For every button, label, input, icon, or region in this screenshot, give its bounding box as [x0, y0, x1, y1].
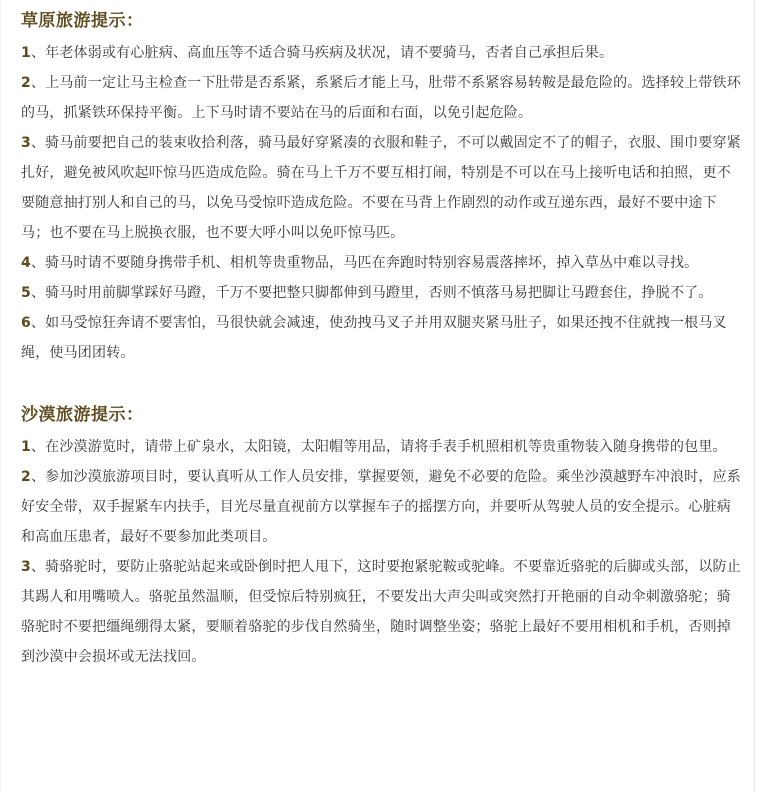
- tip-number: 6: [21, 315, 31, 331]
- desert-tip-2: [21, 462, 741, 552]
- grassland-title: 草原旅游提示：: [21, 11, 144, 31]
- tip-number: 3: [21, 559, 31, 575]
- tip-number: 1: [21, 45, 31, 61]
- desert-title: 沙漠旅游提示：: [21, 405, 144, 425]
- tip-text: 、骑马时用前脚掌踩好马蹬，千万不要把整只脚都伸到马蹬里，否则不慎落马易把脚让马蹬套住，挣脱不了。: [30, 285, 713, 301]
- grassland-tip-1: [21, 38, 741, 68]
- tip-text: 、在沙漠游览时，请带上矿泉水，太阳镜，太阳帽等用品，请将手表手机照相机等贵重物装入随身携带的包里。: [30, 439, 727, 455]
- tip-text: 、上马前一定让马主检查一下肚带是否系紧，系紧后才能上马，肚带不系紧容易转鞍是最危险的。选择较上带铁环的马，抓紧铁环保持平衡。上下马时请不要站在马的后面和右面，以免引起危险。: [21, 75, 741, 121]
- grassland-section: [21, 8, 741, 368]
- article-content: [21, 8, 741, 672]
- tip-number: 4: [21, 255, 31, 271]
- tip-text: 、骑骆驼时，要防止骆驼站起来或卧倒时把人甩下，这时要抱紧驼鞍或驼峰。不要靠近骆驼的后脚或头部，以防止其踢人和用嘴喷人。骆驼虽然温顺，但受惊后特别疯狂，不要发出大声尖叫或突然打开艳丽的自动伞刺激骆驼；骑骆驼时不要把缰绳绷得太紧，要顺着骆驼的步伐自然骑坐，随时调整坐姿；骆驼上最好不要用相机和手机，否则掉到沙漠中会损坏或无法找回。: [21, 559, 741, 665]
- tip-text: 、参加沙漠旅游项目时，要认真听从工作人员安排，掌握要领，避免不必要的危险。乘坐沙漠越野车冲浪时，应系好安全带，双手握紧车内扶手，目光尽量直视前方以掌握车子的摇摆方向，并要听从驾驶人员的安全提示。心脏病和高血压患者，最好不要参加此类项目。: [21, 469, 741, 545]
- grassland-tip-6: [21, 308, 741, 368]
- grassland-tip-5: [21, 278, 741, 308]
- desert-tip-3: [21, 552, 741, 672]
- desert-section: [21, 402, 741, 672]
- tip-number: 3: [21, 135, 31, 151]
- tip-number: 1: [21, 439, 31, 455]
- tip-text: 、骑马时请不要随身携带手机、相机等贵重物品，马匹在奔跑时特别容易震落摔坏，掉入草丛中难以寻找。: [30, 255, 699, 271]
- desert-tip-1: [21, 432, 741, 462]
- tip-text: 、年老体弱或有心脏病、高血压等不适合骑马疾病及状况，请不要骑马，否者自己承担后果。: [30, 45, 614, 61]
- grassland-tip-3: [21, 128, 741, 248]
- grassland-tip-2: [21, 68, 741, 128]
- tip-text: 、骑马前要把自己的装束收拾利落，骑马最好穿紧凑的衣服和鞋子，不可以戴固定不了的帽子，衣服、围巾要穿紧扎好，避免被风吹起吓惊马匹造成危险。骑在马上千万不要互相打闹，特别是不可以在马上接听电话和拍照，更不要随意抽打别人和自己的马，以免马受惊吓造成危险。不要在马背上作剧烈的动作或互递东西，最好不要中途下马；也不要在马上脱换衣服，也不要大呼小叫以免吓惊马匹。: [21, 135, 741, 241]
- tip-number: 5: [21, 285, 31, 301]
- grassland-tip-4: [21, 248, 741, 278]
- tip-number: 2: [21, 469, 31, 485]
- tip-text: 、如马受惊狂奔请不要害怕，马很快就会减速，使劲拽马叉子并用双腿夹紧马肚子，如果还拽不住就拽一根马叉绳，使马团团转。: [21, 315, 727, 361]
- tip-number: 2: [21, 75, 31, 91]
